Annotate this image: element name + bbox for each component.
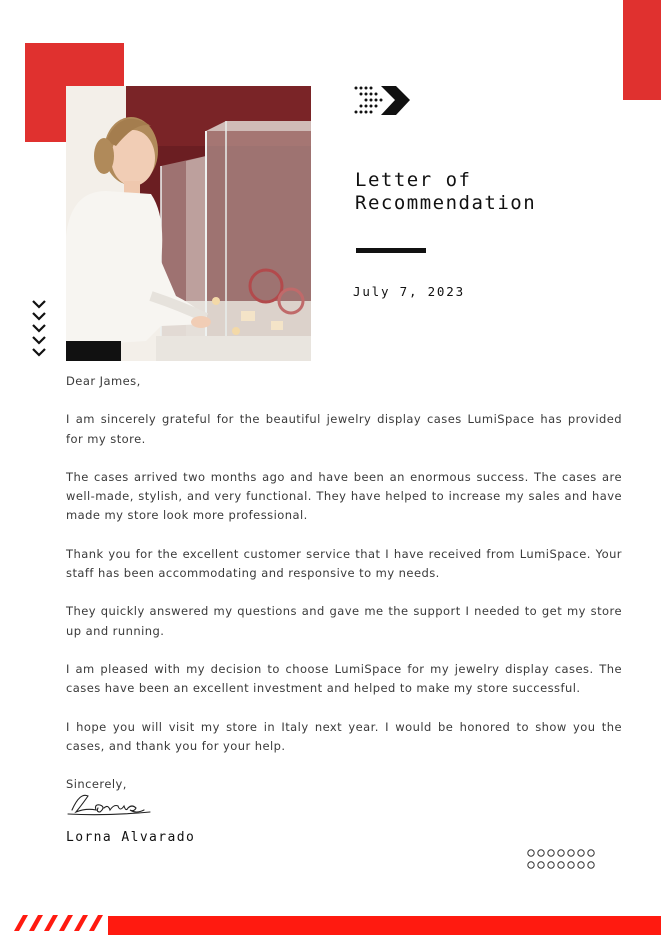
red-decor-block-right bbox=[623, 0, 661, 100]
circle-dot-icon bbox=[588, 862, 594, 868]
title-line-2: Recommendation bbox=[355, 192, 537, 214]
slash-stripe-icon bbox=[89, 915, 103, 931]
chevron-stack bbox=[31, 299, 47, 361]
slash-stripe-icon bbox=[59, 915, 73, 931]
chevron-down-icon bbox=[33, 313, 45, 319]
signer-name: Lorna Alvarado bbox=[66, 830, 196, 845]
letter-date: July 7, 2023 bbox=[353, 284, 465, 299]
letter-body bbox=[66, 372, 622, 814]
letter-title bbox=[355, 169, 645, 215]
circle-dot-icon bbox=[568, 862, 574, 868]
circle-dot-icon bbox=[538, 862, 544, 868]
circle-dot-icon bbox=[528, 850, 534, 856]
chevron-down-icon bbox=[33, 325, 45, 331]
chevron-down-icon bbox=[33, 337, 45, 343]
paragraph: The cases arrived two months ago and have been an enormous success. The cases are well-made, stylish, and very functional. They have helped to increase my sales and have made my store look more professional. bbox=[66, 469, 622, 523]
circle-dot-icon bbox=[558, 850, 564, 856]
handwritten-signature bbox=[66, 788, 166, 822]
slash-stripe-icon bbox=[44, 915, 58, 931]
circle-dot-icon bbox=[568, 850, 574, 856]
title-line-1: Letter of bbox=[355, 169, 472, 191]
slash-stripe-icon bbox=[29, 915, 43, 931]
closing: Sincerely, bbox=[66, 777, 127, 792]
red-slash-stripes bbox=[14, 913, 114, 937]
slash-stripe-icon bbox=[14, 915, 28, 931]
circle-dot-icon bbox=[558, 862, 564, 868]
slash-stripe-icon bbox=[74, 915, 88, 931]
title-underline bbox=[356, 248, 426, 253]
paragraph: I hope you will visit my store in Italy next year. I would be honored to show you the cases, and thank you for your help. bbox=[66, 719, 622, 753]
paragraph: They quickly answered my questions and gave me the support I needed to get my store up and running. bbox=[66, 604, 622, 638]
paragraph: I am sincerely grateful for the beautiful jewelry display cases LumiSpace has provided for my store. bbox=[66, 412, 622, 446]
chevron-down-icon bbox=[33, 301, 45, 307]
circle-dot-icon bbox=[588, 850, 594, 856]
paragraph: I am pleased with my decision to choose LumiSpace for my jewelry display cases. The cases have been an excellent investment and helped to make my store successful. bbox=[66, 661, 622, 696]
circle-dot-icon bbox=[578, 862, 584, 868]
paragraph: Thank you for the excellent customer service that I have received from LumiSpace. Your staff has been accommodating and responsive to my needs. bbox=[66, 546, 622, 580]
circle-dots-decor bbox=[527, 849, 597, 874]
salutation: Dear James, bbox=[66, 374, 141, 388]
red-footer-bar bbox=[108, 916, 661, 935]
jewelry-store-photo bbox=[66, 86, 311, 361]
circle-dot-icon bbox=[548, 862, 554, 868]
chevron-down-icon bbox=[33, 349, 45, 355]
circle-dot-icon bbox=[528, 862, 534, 868]
circle-dot-icon bbox=[538, 850, 544, 856]
circle-dot-icon bbox=[578, 850, 584, 856]
circle-dot-icon bbox=[548, 850, 554, 856]
arrow-right-icon bbox=[353, 85, 411, 120]
